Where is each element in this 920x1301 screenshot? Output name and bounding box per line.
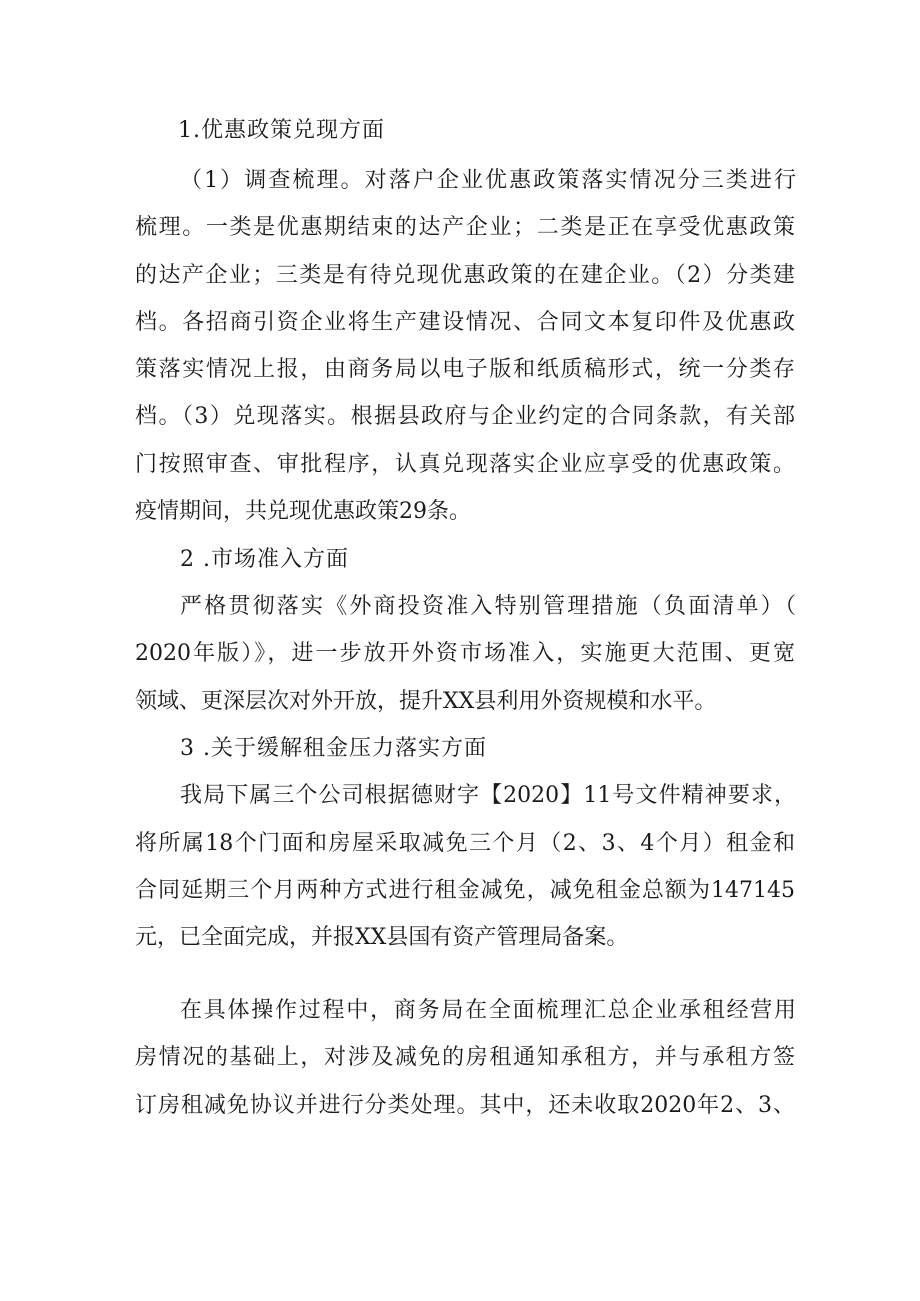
paragraph-line: 将所属18个门面和房屋采取减免三个月（2、3、4个月）租金和 <box>135 831 795 856</box>
section-1-heading: 1.优惠政策兑现方面 <box>178 118 385 143</box>
paragraph-line: 梳理。一类是优惠期结束的达产企业；二类是正在享受优惠政策 <box>135 215 795 240</box>
paragraph-line: 在具体操作过程中，商务局在全面梳理汇总企业承租经营用 <box>180 998 796 1023</box>
paragraph-line: 订房租减免协议并进行分类处理。其中，还未收取2020年2、3、 <box>135 1093 795 1118</box>
paragraph-line: 房情况的基础上，对涉及减免的房租通知承租方，并与承租方签 <box>135 1045 795 1070</box>
paragraph-line: 合同延期三个月两种方式进行租金减免，减免租金总额为147145 <box>135 878 795 903</box>
section-2-heading: 2 .市场准入方面 <box>180 547 349 572</box>
paragraph-line: （1）调查梳理。对落户企业优惠政策落实情况分三类进行 <box>180 168 796 193</box>
paragraph-line: 门按照审查、审批程序，认真兑现落实企业应享受的优惠政策。 <box>135 452 795 477</box>
paragraph-line: 策落实情况上报，由商务局以电子版和纸质稿形式，统一分类存 <box>135 357 795 382</box>
paragraph-line: 2020年版）》，进一步放开外资市场准入，实施更大范围、更宽 <box>135 641 795 666</box>
paragraph-line: 我局下属三个公司根据德财字【2020】11号文件精神要求， <box>180 783 796 808</box>
paragraph-line: 档。（3）兑现落实。根据县政府与企业约定的合同条款，有关部 <box>135 404 795 429</box>
paragraph-line: 元，已全面完成，并报XX县国有资产管理局备案。 <box>135 925 629 950</box>
paragraph-line: 疫情期间，共兑现优惠政策29条。 <box>135 499 471 524</box>
paragraph-line: 严格贯彻落实《外商投资准入特别管理措施（负面清单）（ <box>180 594 796 619</box>
paragraph-line: 档。各招商引资企业将生产建设情况、合同文本复印件及优惠政 <box>135 310 795 335</box>
paragraph-line: 的达产企业；三类是有待兑现优惠政策的在建企业。（2）分类建 <box>135 263 795 288</box>
paragraph-line: 领域、更深层次对外开放，提升XX县利用外资规模和水平。 <box>135 689 717 714</box>
section-3-heading: 3 .关于缓解租金压力落实方面 <box>180 736 487 761</box>
